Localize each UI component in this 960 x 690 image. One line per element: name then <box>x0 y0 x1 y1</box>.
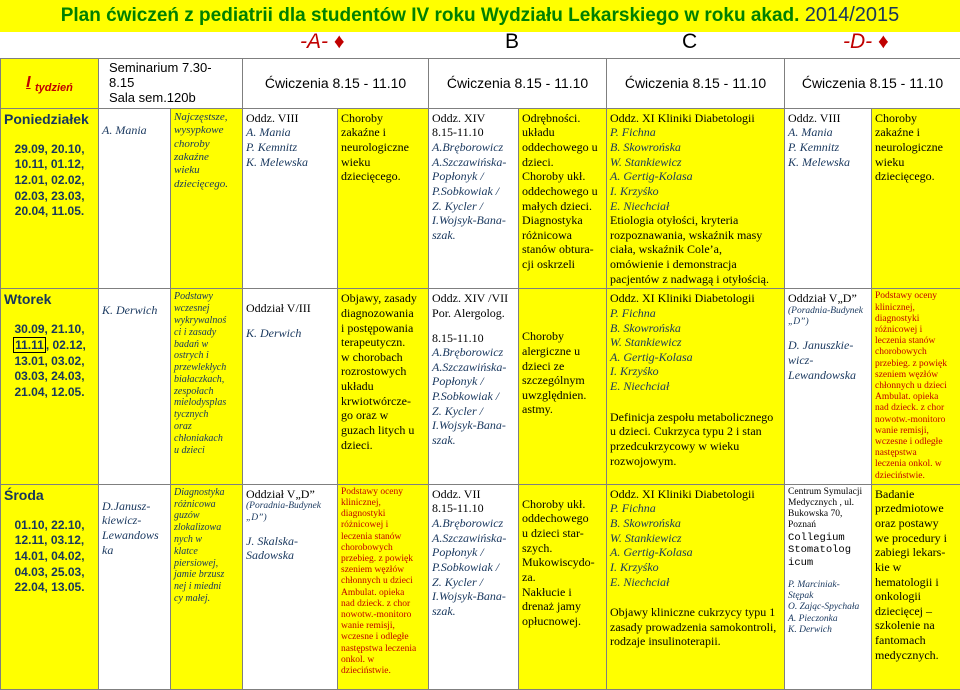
group-b-heading: B <box>505 30 519 54</box>
group-b-ward-cell <box>429 108 519 289</box>
group-d-ward-cell <box>785 484 872 689</box>
ward: Oddz. XI Kliniki Diabetologii <box>610 487 781 502</box>
day-name: Wtorek <box>4 291 95 308</box>
ward: Oddz. XI Kliniki Diabetologii <box>610 111 781 126</box>
week-label: I $_{tydzień}$ <box>1 59 99 109</box>
ward: Oddz. XIV 8.15-11.10 <box>432 111 515 140</box>
group-a-topic: Choroby zakaźne i neurologiczne wieku dziecięcego. <box>338 108 429 289</box>
staff: P. Fichna B. Skowrońska W. Stankiewicz A. Gertig-Kolasa I. Krzyśko E. Niechciał <box>610 306 781 394</box>
staff: A.Bręborowicz A.Szczawińska- Popłonyk / P.Sobkowiak / Z. Kycler / I.Wojsyk-Bana- szak. <box>432 140 515 242</box>
topic: Etiologia otyłości, kryteria rozpoznawania, wskaźnik masy ciała, wskaźnik Cole’a, omówienie i demonstracja pacjentów z nadwagą i otyłością. <box>610 213 781 286</box>
staff: P. Fichna B. Skowrońska W. Stankiewicz A. Gertig-Kolasa I. Krzyśko E. Niechciał <box>610 125 781 213</box>
day-dates: 30.09, 21.10, 11.11 , 02.12, 13.01, 03.02, 03.03, 24.03, 21.04, 12.05. <box>4 322 95 400</box>
header-row <box>1 59 960 109</box>
group-b-topic: Odrębności. układu oddechowego u dzieci. Choroby ukł. oddechowego u małych dzieci. Diagnostyka różnicowa stanów obtura- cji oskrzeli <box>519 108 607 289</box>
staff: P. Marciniak- Stępak O. Zając-Spychała A. Pieczonka K. Derwich <box>788 580 868 636</box>
seminar-topic: Podstawy wczesnej wykrywalnoś ci i zasady badań w ostrych i przewlekłych białaczkach, zespołach mielodysplas tycznych oraz chłoniakach u dzieci <box>171 289 243 484</box>
group-c-cell <box>607 289 785 484</box>
ward: Oddział V„D” <box>788 291 868 306</box>
day-row-wednesday <box>1 484 960 689</box>
ward: Oddział V„D” <box>246 487 334 502</box>
group-b-ward-cell <box>429 484 519 689</box>
ward: Oddz. XIV /VII Por. Alergolog. <box>432 291 515 320</box>
group-a-topic: Objawy, zasady diagnozowania i postępowania terapeutyczn. w chorobach rozrostowych układu krwiotwórcze- go oraz w guzach litych u dzieci. <box>338 289 429 484</box>
group-d-ward-cell <box>785 289 872 484</box>
ward-building: Collegium Stomatolog icum <box>788 532 868 570</box>
document-title: Plan ćwiczeń z pediatrii dla studentów IV roku Wydziału Lekarskiego w roku akad. 2014/2015 <box>0 0 960 32</box>
group-c-heading: C <box>682 30 697 54</box>
day-dates: 29.09, 20.10, 10.11, 01.12, 12.01, 02.02, 02.03, 23.03, 20.04, 11.05. <box>4 142 95 220</box>
time: 8.15-11.10 <box>432 331 515 346</box>
ward: Oddz. VII 8.15-11.10 <box>432 487 515 516</box>
ward: Oddział V/III <box>246 301 334 316</box>
day-name: Poniedziałek <box>4 111 95 128</box>
col-head-b: Ćwiczenia 8.15 - 11.10 <box>429 59 607 109</box>
ward: Oddz. XI Kliniki Diabetologii <box>610 291 781 306</box>
staff: A.Bręborowicz A.Szczawińska- Popłonyk / P.Sobkowiak / Z. Kycler / I.Wojsyk-Bana- szak. <box>432 516 515 618</box>
group-d-topic: Podstawy oceny klinicznej, diagnostyki różnicowej i leczenia stanów chorobowych przebieg. z powięk szeniem węzłów chłonnych u dzieci Ambulat. opieka nad dzieck. z chor nowotw.-monitoro wanie remisji, wczesne i odległe następstwa leczenia onkol. w dzieciństwie. <box>872 289 960 484</box>
group-a-ward-cell <box>243 289 338 484</box>
day-row-tuesday <box>1 289 960 484</box>
seminar-teacher: A. Mania <box>99 108 171 289</box>
day-cell <box>1 289 99 484</box>
seminar-teacher: D.Janusz- kiewicz- Lewandows ka <box>99 484 171 689</box>
day-dates: 01.10, 22.10, 12.11, 03.12, 14.01, 04.02, 04.03, 25.03, 22.04, 13.05. <box>4 518 95 596</box>
day-row-monday <box>1 108 960 289</box>
group-d-ward-cell <box>785 108 872 289</box>
col-head-a: Ćwiczenia 8.15 - 11.10 <box>243 59 429 109</box>
ward: Oddz. VIII <box>246 111 334 126</box>
group-a-ward-cell <box>243 484 338 689</box>
day-cell <box>1 484 99 689</box>
day-cell <box>1 108 99 289</box>
topic: Objawy kliniczne cukrzycy typu 1 zasady prowadzenia samokontroli, rodzaje insulinoterapii. <box>610 605 781 649</box>
staff: A. Mania P. Kemnitz K. Melewska <box>788 125 868 169</box>
group-b-ward-cell <box>429 289 519 484</box>
topic: Definicja zespołu metabolicznego u dzieci. Cukrzyca typu 2 i stan przedcukrzycowy w wieku rozwojowym. <box>610 410 781 469</box>
day-name: Środa <box>4 487 95 504</box>
group-a-topic: Podstawy oceny klinicznej, diagnostyki różnicowej i leczenia stanów chorobowych przebieg. z powięk szeniem węzłów chłonnych u dzieci Ambulat. opieka nad dzieck. z chor nowotw.-monitoro wanie remisji, wczesne i odległe następstwa leczenia onkol. w dzieciństwie. <box>338 484 429 689</box>
group-b-topic: Choroby ukł. oddechowego u dzieci star- szych. Mukowiscydo- za. Nakłucie i drenaż jamy opłucnowej. <box>519 484 607 689</box>
group-d-topic: Badanie przedmiotowe oraz postawy we procedury i zabiegi lekars- kie w hematologii i onkologii dziecięcej – szkolenie na fantomach medycznych. <box>872 484 960 689</box>
staff: D. Januszkie- wicz- Lewandowska <box>788 338 868 382</box>
seminar-teacher: K. Derwich <box>99 289 171 484</box>
highlighted-date: 11.11 <box>13 337 46 353</box>
staff: P. Fichna B. Skowrońska W. Stankiewicz A. Gertig-Kolasa I. Krzyśko E. Niechciał <box>610 501 781 589</box>
group-b-topic: Choroby alergiczne u dzieci ze szczególnym uwzględnien. astmy. <box>519 289 607 484</box>
group-a-ward-cell <box>243 108 338 289</box>
col-head-d: Ćwiczenia 8.15 - 11.10 <box>785 59 960 109</box>
seminar-heading: Seminarium 7.30- 8.15 Sala sem.120b <box>99 59 243 109</box>
col-head-c: Ćwiczenia 8.15 - 11.10 <box>607 59 785 109</box>
group-d-heading: -D- ♦ <box>843 30 889 54</box>
staff: K. Derwich <box>246 326 334 341</box>
staff: A.Bręborowicz A.Szczawińska- Popłonyk / P.Sobkowiak / Z. Kycler / I.Wojsyk-Bana- szak. <box>432 345 515 447</box>
schedule-table <box>0 58 960 690</box>
ward-sub: (Poradnia-Budynek „D”) <box>246 501 334 523</box>
group-c-cell <box>607 108 785 289</box>
group-d-topic: Choroby zakaźne i neurologiczne wieku dziecięcego. <box>872 108 960 289</box>
staff: J. Skalska- Sadowska <box>246 534 334 563</box>
seminar-topic: Diagnostyka różnicowa guzów zlokalizowa nych w klatce piersiowej, jamie brzusz nej i miedni cy małej. <box>171 484 243 689</box>
ward-sub: (Poradnia-Budynek „D”) <box>788 306 868 328</box>
academic-year: 2014/2015 <box>805 4 900 26</box>
ward: Oddz. VIII <box>788 111 868 126</box>
staff: A. Mania P. Kemnitz K. Melewska <box>246 125 334 169</box>
group-a-heading: -A- ♦ <box>300 30 345 54</box>
ward: Centrum Symulacji Medycznych , ul. Bukowska 70, Poznań <box>788 487 868 532</box>
group-c-cell <box>607 484 785 689</box>
seminar-topic: Najczęstsze, wysypkowe choroby zakaźne wieku dziecięcego. <box>171 108 243 289</box>
